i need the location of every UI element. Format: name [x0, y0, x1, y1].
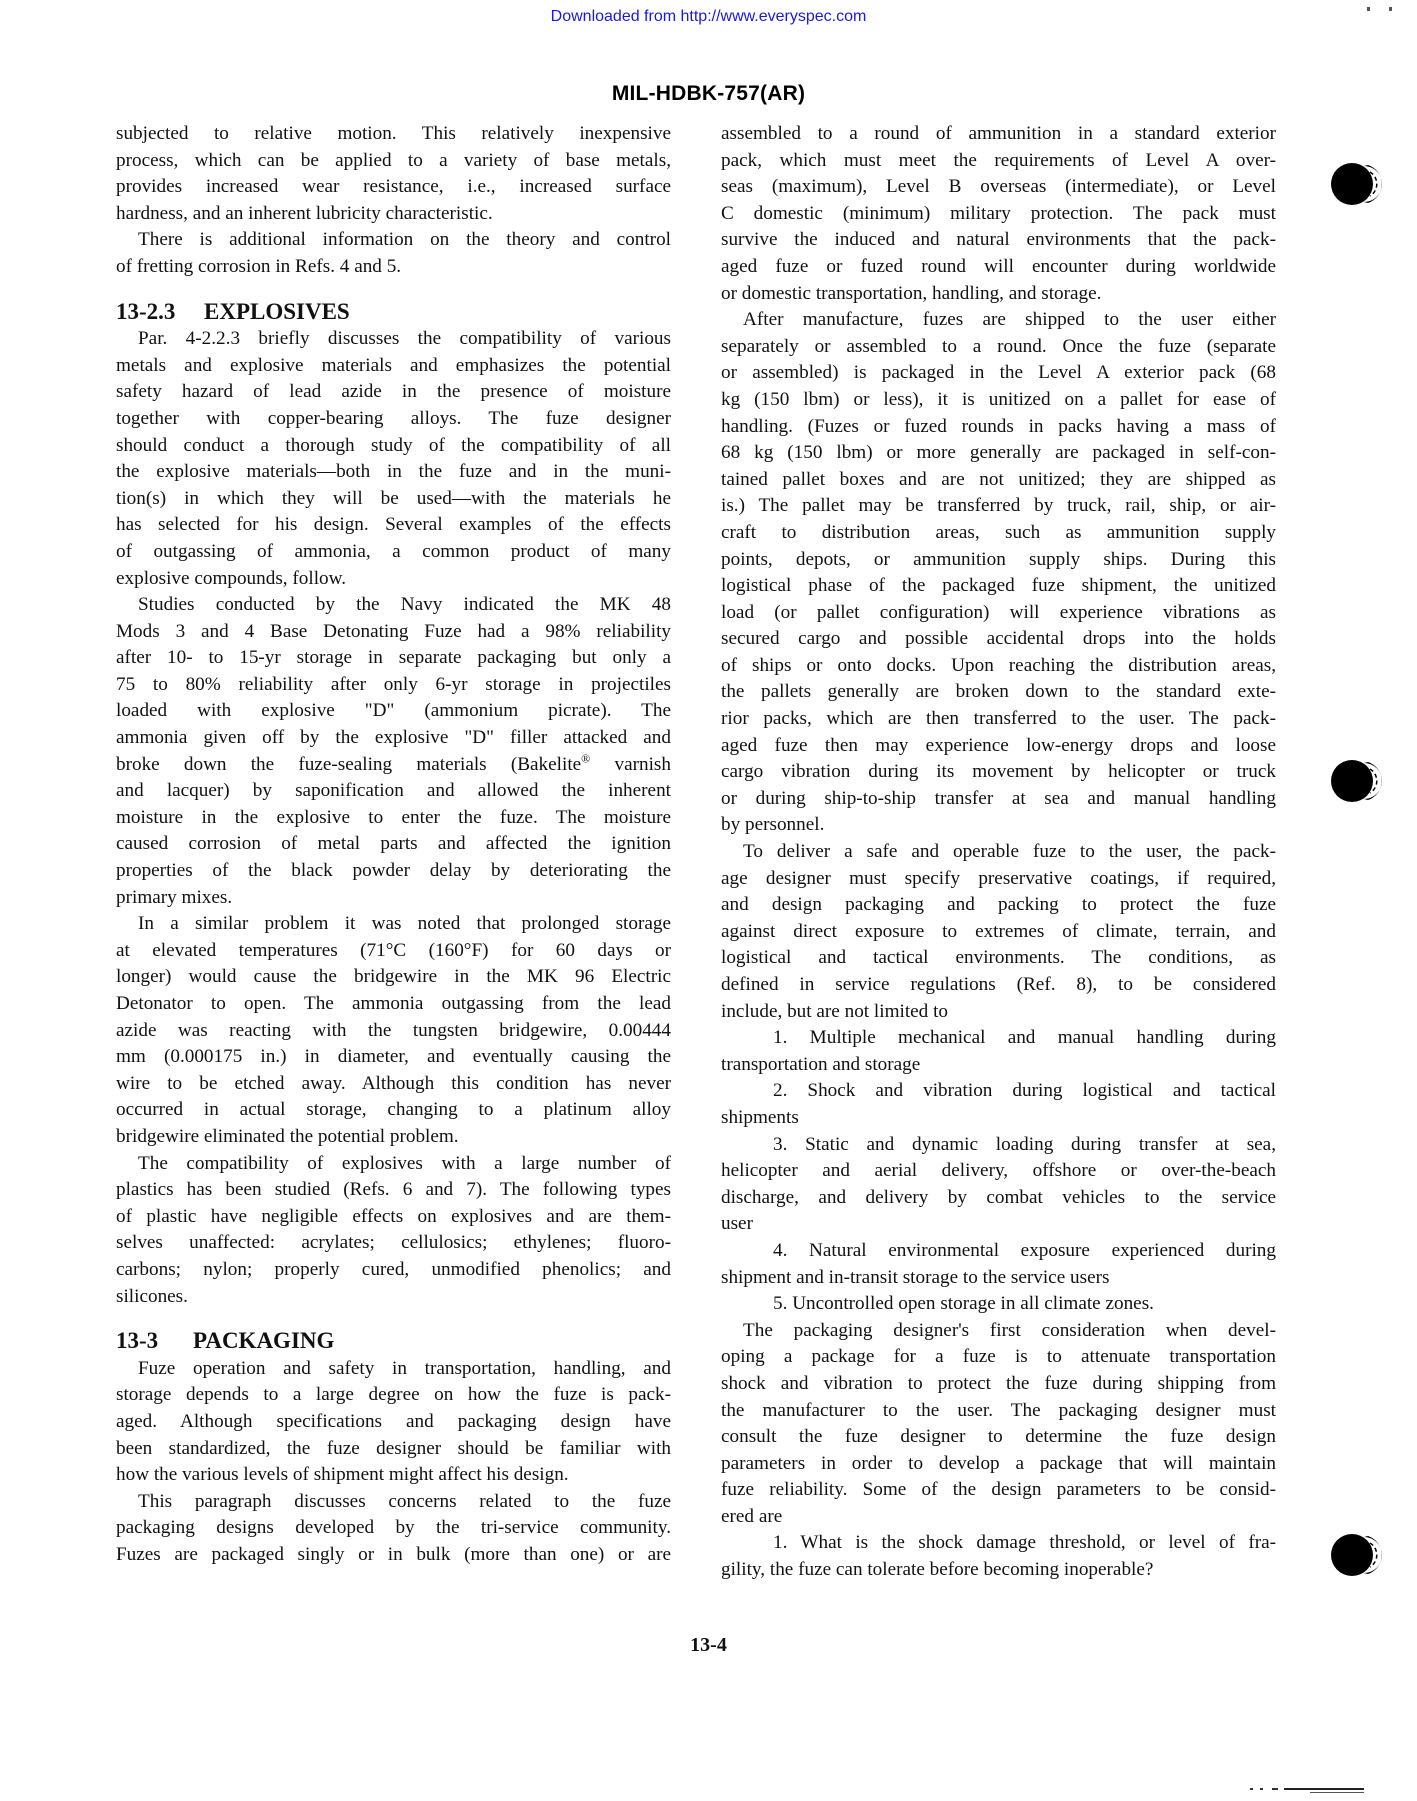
text-line: This paragraph discusses concerns related to the fuze: [138, 1490, 671, 1512]
section-title: EXPLOSIVES: [204, 298, 350, 324]
text-line: Fuzes are packaged singly or in bulk (more than one) or are: [116, 1543, 671, 1565]
text-line: ammonia given off by the explosive "D" filler attacked and: [116, 727, 671, 749]
text-line: and design packaging and packing to protect the fuze: [721, 894, 1276, 916]
text-line: 1. Multiple mechanical and manual handling during: [773, 1027, 1276, 1049]
text-line: seas (maximum), Level B overseas (intermediate), or Level: [721, 176, 1276, 198]
text-line: kg (150 lbm) or less), it is unitized on a pallet for ease of: [721, 388, 1276, 410]
list-item: [721, 1132, 1276, 1238]
text-line: provides increased wear resistance, i.e., increased surface: [116, 176, 671, 198]
section-number: 13-2.3: [116, 298, 176, 324]
text-line: consult the fuze designer to determine the fuze design: [721, 1426, 1276, 1448]
text-line: or assembled) is packaged in the Level A exterior pack (68: [721, 362, 1276, 384]
text-fragment: varnish: [590, 753, 671, 775]
change-bar-marker-icon: [1330, 757, 1388, 805]
text-line: of plastic have negligible effects on explosives and are them-: [116, 1205, 671, 1227]
list-item: [721, 1025, 1276, 1078]
text-line: tained pallet boxes and are not unitized; they are shipped as: [721, 468, 1276, 490]
text-line: survive the induced and natural environments that the pack-: [721, 229, 1276, 251]
text-line: against direct exposure to extremes of climate, terrain, and: [721, 920, 1276, 942]
text-line: occurred in actual storage, changing to a platinum alloy: [116, 1099, 671, 1121]
text-line: separately or assembled to a round. Once the fuze (separate: [721, 335, 1276, 357]
text-line: discharge, and delivery by combat vehicles to the service: [721, 1186, 1276, 1208]
text-line: azide was reacting with the tungsten bridgewire, 0.00444: [116, 1019, 671, 1041]
text-line: aged fuze or fuzed round will encounter during worldwide: [721, 255, 1276, 277]
text-line: mm (0.000175 in.) in diameter, and eventually causing the: [116, 1046, 671, 1068]
text-line: include, but are not limited to: [721, 1000, 948, 1022]
text-line: parameters in order to develop a package that will maintain: [721, 1452, 1276, 1474]
list-item: [721, 1238, 1276, 1291]
text-line: the pallets generally are broken down to the standard exte-: [721, 681, 1276, 703]
list-item: [721, 1530, 1276, 1583]
text-line: of outgassing of ammonia, a common product of many: [116, 540, 671, 562]
text-line: properties of the black powder delay by deteriorating the: [116, 860, 671, 882]
paragraph-plastics-compatibility: [116, 1151, 671, 1311]
text-line: selves unaffected: acrylates; cellulosics; ethylenes; fluoro-: [116, 1232, 671, 1254]
paragraph-deliver-safe-fuze: [721, 839, 1276, 1025]
section-title: PACKAGING: [193, 1328, 335, 1354]
text-line: 68 kg (150 lbm) or more generally are packaged in self-con-: [721, 442, 1276, 464]
conditions-list: [721, 1025, 1276, 1318]
list-item: [721, 1078, 1276, 1131]
text-line: or domestic transportation, handling, and storage.: [721, 282, 1102, 304]
right-column: [721, 121, 1276, 1584]
text-line: logistical and tactical environments. The conditions, as: [721, 947, 1276, 969]
text-line: shock and vibration to protect the fuze during shipping from: [721, 1372, 1276, 1394]
text-line: and lacquer) by saponification and allowed the inherent: [116, 780, 671, 802]
page-number: 13-4: [690, 1634, 727, 1656]
text-line: cargo vibration during its movement by helicopter or truck: [721, 761, 1276, 783]
text-line: helicopter and aerial delivery, offshore or over-the-beach: [721, 1160, 1276, 1182]
text-line: After manufacture, fuzes are shipped to the user either: [743, 309, 1276, 331]
scan-artifact-mark: [1250, 1783, 1385, 1793]
parameters-list: [721, 1530, 1276, 1583]
text-line: caused corrosion of metal parts and affected the ignition: [116, 833, 671, 855]
text-line: assembled to a round of ammunition in a standard exterior: [721, 123, 1276, 144]
text-line: has selected for his design. Several examples of the effects: [116, 514, 671, 536]
text-line: of fretting corrosion in Refs. 4 and 5.: [116, 255, 402, 277]
text-line: age designer must specify preservative coatings, if required,: [721, 867, 1276, 889]
text-line: should conduct a thorough study of the compatibility of all: [116, 434, 671, 456]
text-line: packaging designs developed by the tri-service community.: [116, 1517, 671, 1539]
text-line: carbons; nylon; properly cured, unmodified phenolics; and: [116, 1258, 671, 1280]
text-line: the manufacturer to the user. The packaging designer must: [721, 1399, 1276, 1421]
text-line: The compatibility of explosives with a large number of: [138, 1152, 671, 1174]
paragraph-bridgewire-problem: [116, 911, 671, 1150]
text-line: tion(s) in which they will be used—with the materials he: [116, 487, 671, 509]
text-line: is.) The pallet may be transferred by truck, rail, ship, or air-: [721, 495, 1276, 517]
text-line: 1. What is the shock damage threshold, or level of fra-: [773, 1532, 1276, 1554]
text-line: Studies conducted by the Navy indicated the MK 48: [138, 594, 671, 616]
text-line: silicones.: [116, 1285, 188, 1307]
paragraph-fretting-refs: [116, 227, 671, 280]
text-line: storage depends to a large degree on how the fuze is pack-: [116, 1384, 671, 1406]
text-line: oping a package for a fuze is to attenuate transportation: [721, 1346, 1276, 1368]
text-line: 75 to 80% reliability after only 6-yr storage in projectiles: [116, 673, 671, 695]
text-line-bakelite: [116, 752, 671, 779]
text-line: hardness, and an inherent lubricity characteristic.: [116, 202, 493, 224]
text-line: pack, which must meet the requirements of Level A over-: [721, 149, 1276, 171]
text-line: subjected to relative motion. This relatively inexpensive: [116, 123, 671, 144]
text-line: together with copper-bearing alloys. The fuze designer: [116, 407, 671, 429]
text-line: secured cargo and possible accidental drops into the holds: [721, 628, 1276, 650]
text-line: In a similar problem it was noted that prolonged storage: [138, 913, 671, 935]
text-line: 3. Static and dynamic loading during transfer at sea,: [773, 1133, 1276, 1155]
text-line: 4. Natural environmental exposure experienced during: [773, 1239, 1276, 1261]
scan-artifact-mark: [1367, 0, 1397, 6]
text-line: of ships or onto docks. Upon reaching the distribution areas,: [721, 654, 1276, 676]
paragraph-after-manufacture: [721, 307, 1276, 839]
text-line: aged. Although specifications and packaging design have: [116, 1410, 671, 1432]
paragraph-explosives-compatibility: [116, 326, 671, 592]
text-line: ered are: [721, 1505, 783, 1527]
paragraph-packaging-concerns: [116, 1489, 671, 1569]
paragraph-surface-treatment: [116, 121, 671, 227]
text-line: shipments: [721, 1106, 799, 1128]
text-line: C domestic (minimum) military protection. The pack must: [721, 202, 1276, 224]
section-number: 13-3: [116, 1328, 159, 1354]
text-line: points, depots, or ammunition supply ships. During this: [721, 548, 1276, 570]
paragraph-packaging-designer: [721, 1318, 1276, 1531]
text-line: 2. Shock and vibration during logistical and tactical: [773, 1080, 1276, 1102]
text-line: Fuze operation and safety in transportation, handling, and: [138, 1357, 671, 1379]
text-line: metals and explosive materials and emphasizes the potential: [116, 354, 671, 376]
text-line: The packaging designer's first consideration when devel-: [743, 1319, 1276, 1341]
download-source-watermark: Downloaded from http://www.everyspec.com: [550, 8, 867, 25]
text-line: bridgewire eliminated the potential problem.: [116, 1125, 459, 1147]
document-id-header: MIL-HDBK-757(AR): [611, 82, 806, 105]
paragraph-exterior-pack: [721, 121, 1276, 307]
change-bar-marker-icon: [1330, 1531, 1388, 1579]
text-line: by personnel.: [721, 814, 825, 836]
text-line: safety hazard of lead azide in the presence of moisture: [116, 381, 671, 403]
text-line: wire to be etched away. Although this condition has never: [116, 1072, 671, 1094]
text-line: craft to distribution areas, such as ammunition supply: [721, 521, 1276, 543]
text-line: gility, the fuze can tolerate before becoming inoperable?: [721, 1559, 1154, 1581]
section-heading-explosives: [116, 299, 671, 326]
text-line: Detonator to open. The ammonia outgassing from the lead: [116, 993, 671, 1014]
text-line: transportation and storage: [721, 1053, 921, 1075]
text-line: at elevated temperatures (71°C (160°F) for 60 days or: [116, 939, 671, 961]
text-line: defined in service regulations (Ref. 8), to be considered: [721, 974, 1276, 995]
text-line: loaded with explosive "D" (ammonium picrate). The: [116, 700, 671, 722]
text-line: rior packs, which are then transferred to the user. The pack-: [721, 708, 1276, 730]
text-line: There is additional information on the theory and control: [138, 229, 671, 251]
text-line: fuze reliability. Some of the design parameters to be consid-: [721, 1479, 1276, 1501]
text-line: after 10- to 15-yr storage in separate packaging but only a: [116, 647, 671, 669]
text-line: Mods 3 and 4 Base Detonating Fuze had a 98% reliability: [116, 620, 671, 642]
text-line: plastics has been studied (Refs. 6 and 7). The following types: [116, 1179, 671, 1201]
registered-trademark-symbol: ®: [581, 751, 591, 766]
text-fragment: broke down the fuze-sealing materials (Bakelite: [116, 753, 582, 775]
left-column: [116, 121, 671, 1568]
text-line: shipment and in-transit storage to the service users: [721, 1266, 1110, 1288]
paragraph-packaging-intro: [116, 1356, 671, 1489]
text-line: primary mixes.: [116, 886, 233, 908]
text-line: Par. 4-2.2.3 briefly discusses the compatibility of various: [138, 328, 671, 350]
text-line: 5. Uncontrolled open storage in all climate zones.: [773, 1293, 1154, 1315]
text-line: logistical phase of the packaged fuze shipment, the unitized: [721, 575, 1276, 597]
text-line: or during ship-to-ship transfer at sea and manual handling: [721, 787, 1276, 809]
text-line: load (or pallet configuration) will experience vibrations as: [721, 601, 1276, 623]
text-line: how the various levels of shipment might affect his design.: [116, 1464, 569, 1486]
paragraph-navy-studies: [116, 592, 671, 911]
text-line: user: [721, 1213, 753, 1235]
section-heading-packaging: [116, 1328, 671, 1355]
text-line: the explosive materials—both in the fuze and in the muni-: [116, 461, 671, 483]
text-line: To deliver a safe and operable fuze to the user, the pack-: [743, 841, 1276, 863]
text-line: longer) would cause the bridgewire in the MK 96 Electric: [116, 966, 671, 988]
text-line: been standardized, the fuze designer should be familiar with: [116, 1437, 671, 1459]
text-line: process, which can be applied to a variety of base metals,: [116, 149, 671, 171]
change-bar-marker-icon: [1330, 160, 1388, 208]
text-line: handling. (Fuzes or fuzed rounds in packs having a mass of: [721, 415, 1276, 437]
list-item: [721, 1291, 1276, 1318]
text-line: explosive compounds, follow.: [116, 567, 347, 589]
text-line: moisture in the explosive to enter the fuze. The moisture: [116, 806, 671, 828]
text-line: aged fuze then may experience low-energy drops and loose: [721, 734, 1276, 756]
